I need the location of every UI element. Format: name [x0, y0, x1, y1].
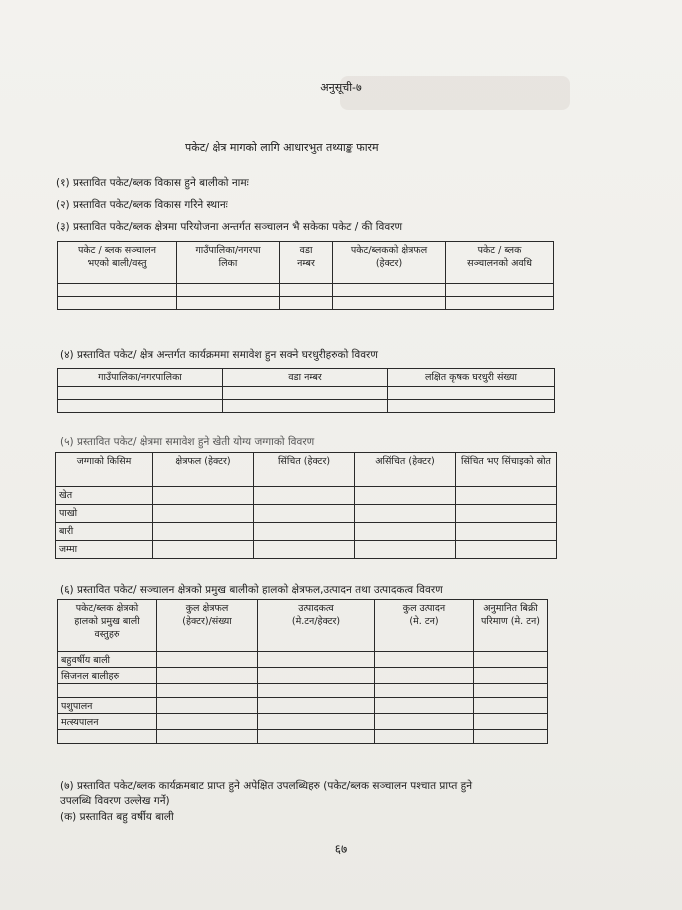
t5-header-area: क्षेत्रफल (हेक्टर): [153, 453, 254, 487]
t5-row-label: खेत: [56, 487, 153, 505]
table-5-land: [55, 452, 557, 559]
t6-row-label: [58, 684, 157, 698]
t6-row-label: [58, 730, 157, 744]
t6-row-label: सिजनल बालीहरु: [58, 668, 157, 684]
t5-header-source: सिंचित भए सिंचाइको स्रोत: [456, 453, 557, 487]
item-7-cont: उपलब्धि विवरण उल्लेख गर्ने): [60, 795, 170, 807]
table-4-households: [57, 368, 555, 413]
item-1: (१) प्रस्तावित पकेट/ब्लक विकास हुने बालीको नामः: [56, 177, 249, 189]
table-row: [56, 523, 557, 541]
table-row: [58, 684, 548, 698]
table-row: [58, 652, 548, 668]
t4-header-municipality: गाउँपालिका/नगरपालिका: [58, 369, 223, 387]
item-7-ka: (क) प्रस्तावित बहु वर्षीय बाली: [60, 811, 174, 823]
table-row: [58, 714, 548, 730]
t6-header-production: कुल उत्पादन (मे. टन): [375, 600, 474, 652]
form-title: पकेट/ क्षेत्र मागको लागि आधारभुत तथ्याङ्क फारम: [185, 141, 379, 154]
t5-row-label: जम्मा: [56, 541, 153, 559]
t5-header-irrigated: सिंचित (हेक्टर): [254, 453, 355, 487]
t6-header-crops: पकेट/ब्लक क्षेत्रको हालको प्रमुख बाली वस्तुहरु: [58, 600, 157, 652]
item-7: (७) प्रस्तावित पकेट/ब्लक कार्यक्रमबाट प्राप्त हुने अपेक्षित उपलब्धिहरु (पकेट/ब्लक सञ्चालन पश्चात प्राप्त हुने: [60, 780, 473, 792]
item-3: (३) प्रस्तावित पकेट/ब्लक क्षेत्रमा परियोजना अन्तर्गत सञ्चालन भै सकेका पकेट / की विवरण: [56, 221, 403, 233]
t6-row-label: बहुवर्षीय बाली: [58, 652, 157, 668]
item-6: (६) प्रस्तावित पकेट/ सञ्चालन क्षेत्रको प्रमुख बालीको हालको क्षेत्रफल,उत्पादन तथा उत्पादकत्व विवरण: [60, 584, 443, 596]
t3-header-municipality: गाउँपालिका/नगरपा लिका: [177, 242, 280, 284]
table-row: [58, 297, 554, 310]
t3-header-area: पकेट/ब्लकको क्षेत्रफल (हेक्टर): [333, 242, 446, 284]
t6-header-total-area: कुल क्षेत्रफल (हेक्टर)/संख्या: [157, 600, 258, 652]
table-row: [58, 698, 548, 714]
item-4: (४) प्रस्तावित पकेट/ क्षेत्र अन्तर्गत कार्यक्रममा समावेश हुन सक्ने घरधुरीहरुको विवरण: [60, 349, 378, 361]
t5-header-land-type: जग्गाको किसिम: [56, 453, 153, 487]
table-row: [56, 505, 557, 523]
table-row: [58, 284, 554, 297]
t3-header-crop: पकेट / ब्लक सञ्चालन भएको बाली/वस्तु: [58, 242, 177, 284]
item-2: (२) प्रस्तावित पकेट/ब्लक विकास गरिने स्थानः: [56, 199, 228, 211]
t3-header-ward: वडा नम्बर: [280, 242, 333, 284]
table-6-crops: [57, 599, 548, 744]
t6-header-sales: अनुमानित बिक्री परिमाण (मे. टन): [474, 600, 548, 652]
table-row: [56, 541, 557, 559]
table-row: [58, 387, 555, 400]
item-5: (५) प्रस्तावित पकेट/ क्षेत्रमा समावेश हुने खेती योग्य जग्गाको विवरण: [60, 436, 315, 448]
table-row: [58, 400, 555, 413]
t3-header-duration: पकेट / ब्लक सञ्चालनको अवधि: [446, 242, 554, 284]
schedule-heading: अनुसूची-७: [320, 81, 362, 94]
t5-row-label: बारी: [56, 523, 153, 541]
t5-row-label: पाखो: [56, 505, 153, 523]
t6-row-label: मत्स्यपालन: [58, 714, 157, 730]
page-number: ६७: [334, 842, 348, 856]
table-row: [58, 668, 548, 684]
table-row: [56, 487, 557, 505]
t4-header-households: लक्षित कृषक घरधुरी संख्या: [388, 369, 555, 387]
t4-header-ward: वडा नम्बर: [223, 369, 388, 387]
t6-row-label: पशुपालन: [58, 698, 157, 714]
table-3-existing-pockets: [57, 241, 554, 310]
t6-header-productivity: उत्पादकत्व (मे.टन/हेक्टर): [258, 600, 375, 652]
table-row: [58, 730, 548, 744]
t5-header-unirrigated: असिंचित (हेक्टर): [355, 453, 456, 487]
